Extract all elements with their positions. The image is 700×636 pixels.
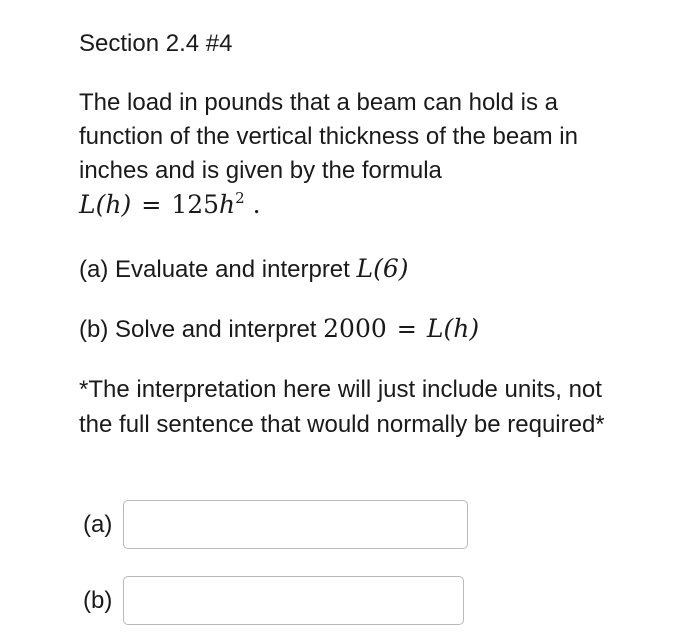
- part-b-text: (b) Solve and interpret: [79, 316, 317, 343]
- part-a-expression: L(6): [356, 254, 409, 283]
- answer-label-b: (b): [83, 586, 113, 614]
- formula-lhs: L(h): [79, 190, 132, 219]
- load-formula: [79, 188, 639, 222]
- answer-input-b[interactable]: [123, 576, 464, 625]
- part-a-text: (a) Evaluate and interpret: [79, 256, 350, 283]
- answer-row-a: [79, 500, 468, 549]
- formula-variable: h: [219, 190, 236, 219]
- answer-row-b: [79, 576, 464, 625]
- section-title: Section 2.4 #4: [79, 30, 233, 57]
- interpretation-note: *The interpretation here will just include units, not the full sentence that would normally be required*: [79, 376, 605, 438]
- formula-equals: =: [141, 191, 162, 219]
- part-a-math: [357, 254, 409, 283]
- part-b-math: [323, 314, 479, 343]
- formula-end: .: [252, 190, 261, 219]
- part-b-prompt: [79, 312, 479, 347]
- part-a-prompt: [79, 252, 409, 287]
- formula-coefficient: 125: [171, 190, 220, 219]
- formula-exponent: 2: [235, 189, 245, 207]
- answer-label-a: (a): [83, 510, 113, 538]
- part-b-right: L(h): [426, 314, 480, 343]
- part-b-equals: =: [396, 315, 417, 343]
- answer-input-a[interactable]: [123, 500, 468, 549]
- problem-text: The load in pounds that a beam can hold is a function of the vertical thickness of the beam in inches and is given by the formula: [79, 89, 578, 184]
- problem-statement: [79, 86, 639, 222]
- part-b-left: 2000: [323, 314, 387, 343]
